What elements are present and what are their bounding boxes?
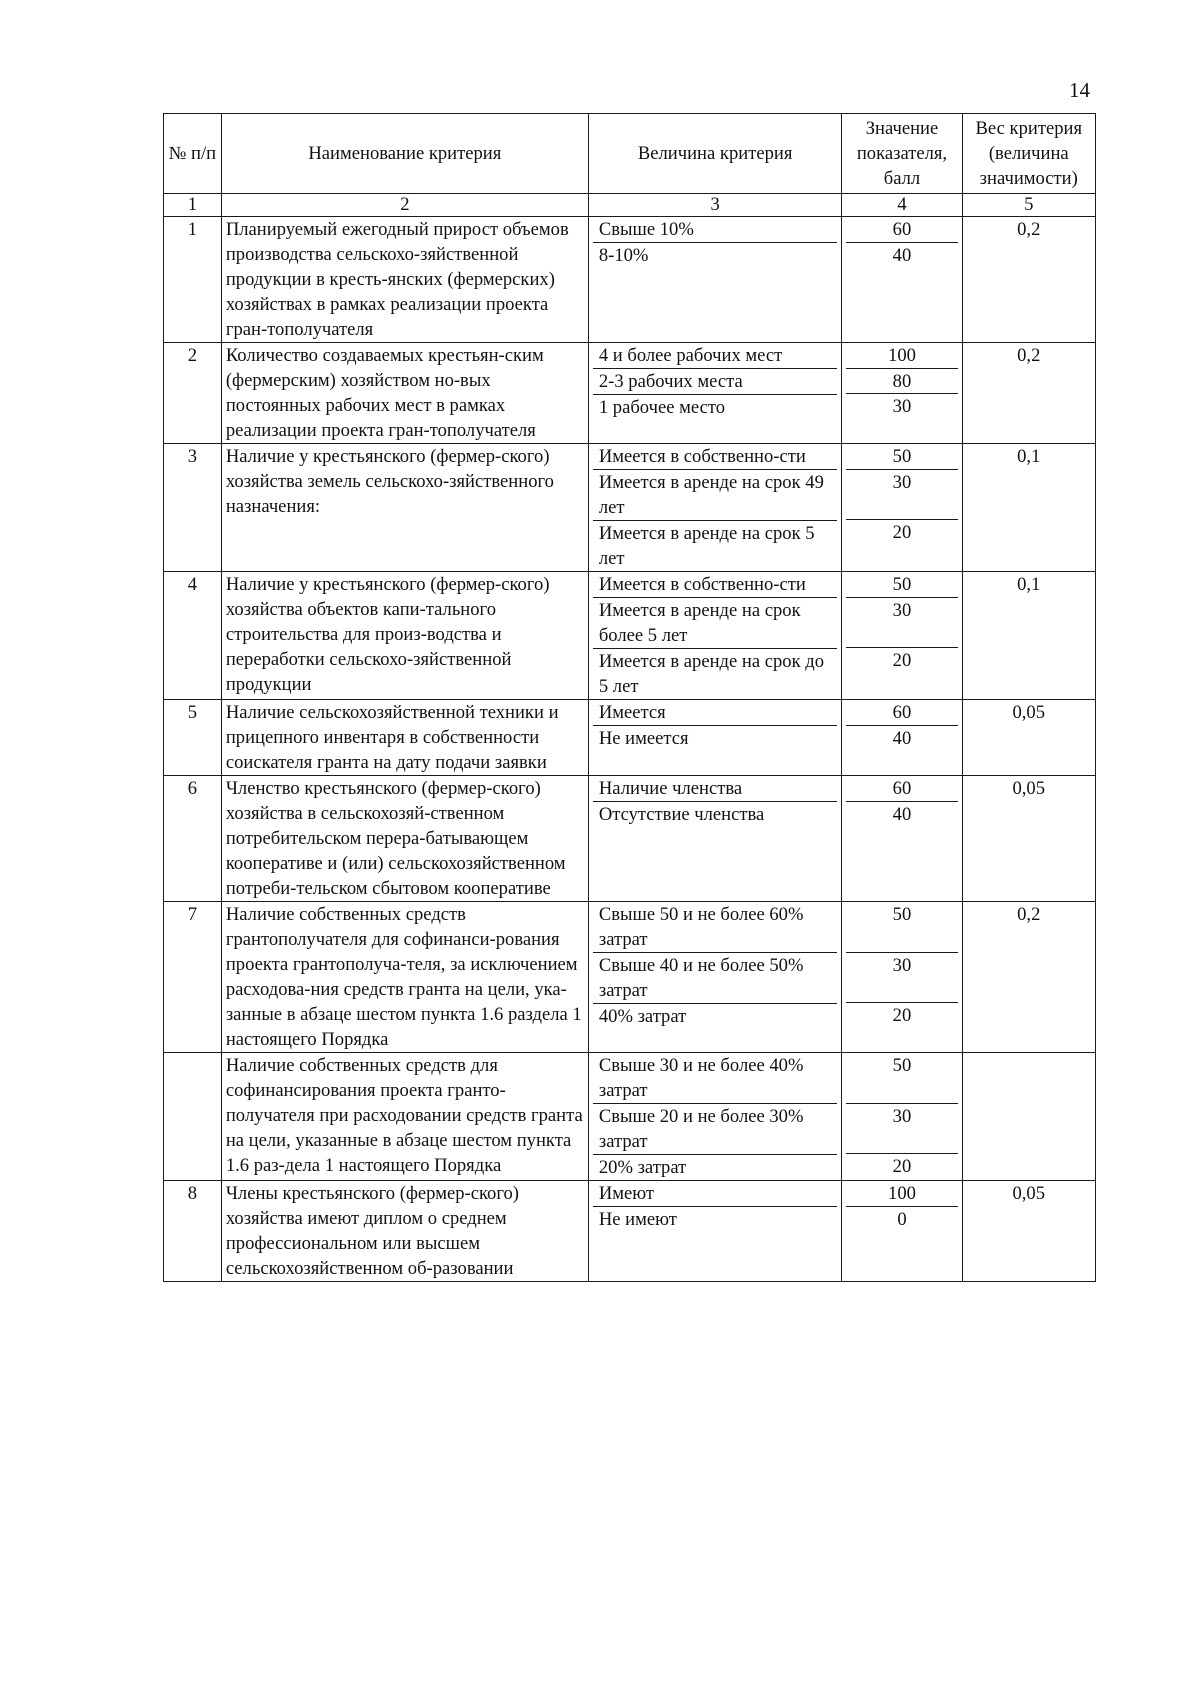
- value-option: [593, 572, 838, 598]
- value-option: [593, 1004, 838, 1029]
- row-number: 4: [164, 572, 222, 700]
- value-option-label: 2-3 рабочих места: [598, 371, 743, 392]
- score-value: 50: [846, 902, 957, 953]
- value-option: [593, 1053, 838, 1104]
- criterion-values: [588, 572, 842, 700]
- value-option-label: Свыше 40 и не более 50% затрат: [598, 955, 804, 1001]
- criterion-name: Наличие у крестьянского (фермер-ского) хозяйства земель сельскохо-зяйственного назначения:: [221, 444, 588, 572]
- header-name: Наименование критерия: [221, 114, 588, 194]
- score-value: 0: [897, 1208, 907, 1230]
- value-option-label: 40% затрат: [598, 1006, 687, 1027]
- criterion-scores: [842, 902, 962, 1053]
- criterion-scores: [842, 1181, 962, 1282]
- value-option-label: Имеют: [598, 1183, 655, 1204]
- value-option: [593, 343, 838, 369]
- score-value: 30: [846, 953, 957, 1004]
- header-num: № п/п: [164, 114, 222, 194]
- criterion-name: Наличие у крестьянского (фермер-ского) хозяйства объектов капи-тального строительства для произ-водства и переработки сельскохо-зяйственной продукции: [221, 572, 588, 700]
- score-value: 20: [892, 650, 912, 672]
- criterion-weight: 0,1: [962, 572, 1095, 700]
- score-value: 60: [846, 700, 957, 726]
- criteria-table: [163, 113, 1096, 1282]
- value-option-label: Не имеется: [598, 728, 689, 749]
- criteria-row: [164, 572, 1096, 700]
- value-option: [593, 1155, 838, 1180]
- value-option-label: Свыше 20 и не более 30% затрат: [598, 1106, 804, 1152]
- score-value: 20: [892, 522, 912, 544]
- value-option: [593, 902, 838, 953]
- score-value: 60: [846, 217, 957, 243]
- value-option: [593, 700, 838, 726]
- criterion-name: Наличие собственных средств для софинансирования проекта гранто-получателя при расходовании средств гранта на цели, указанные в абзаце шестом пункта 1.6 раз-дела 1 настоящего Порядка: [221, 1053, 588, 1181]
- score-value: 50: [846, 572, 957, 598]
- score-value: 30: [846, 1104, 957, 1155]
- score-value: 50: [846, 1053, 957, 1104]
- value-option: [593, 726, 838, 751]
- criterion-name: Количество создаваемых крестьян-ским (фермерским) хозяйством но-вых постоянных рабочих мест в рамках реализации проекта гран-тополучателя: [221, 343, 588, 444]
- criterion-values: [588, 1053, 842, 1181]
- criteria-row: [164, 217, 1096, 343]
- value-option-label: Отсутствие членства: [598, 804, 765, 825]
- criterion-scores: [842, 217, 962, 343]
- column-number-row: [164, 194, 1096, 217]
- value-option-label: 4 и более рабочих мест: [598, 345, 783, 366]
- row-number: 6: [164, 776, 222, 902]
- value-option: [593, 369, 838, 395]
- header-value: Величина критерия: [588, 114, 842, 194]
- criterion-weight: 0,2: [962, 217, 1095, 343]
- value-option-label: Имеется в аренде на срок до 5 лет: [598, 651, 825, 697]
- value-option: [593, 1181, 838, 1207]
- value-option: [593, 217, 838, 243]
- criterion-scores: [842, 1053, 962, 1181]
- criterion-values: [588, 776, 842, 902]
- criterion-name: Членство крестьянского (фермер-ского) хозяйства в сельскохозяй-ственном потребительском перера-батывающем кооперативе и (или) сельскохозяйственном потреби-тельском сбытовом кооперативе: [221, 776, 588, 902]
- criterion-name: Планируемый ежегодный прирост объемов производства сельскохо-зяйственной продукции в кресть-янских (фермерских) хозяйствах в рамках реализации проекта гран-тополучателя: [221, 217, 588, 343]
- value-option: [593, 444, 838, 470]
- criterion-values: [588, 902, 842, 1053]
- criteria-row: [164, 1053, 1096, 1181]
- header-row: [164, 114, 1096, 194]
- criteria-row: [164, 902, 1096, 1053]
- criterion-values: [588, 217, 842, 343]
- value-option-label: Свыше 10%: [598, 219, 694, 240]
- value-option-label: Имеется: [598, 702, 666, 723]
- value-option-label: Не имеют: [598, 1209, 677, 1230]
- value-option: [593, 1104, 838, 1155]
- criterion-weight: 0,1: [962, 444, 1095, 572]
- criterion-scores: [842, 343, 962, 444]
- score-value: 30: [846, 598, 957, 649]
- row-number: 3: [164, 444, 222, 572]
- value-option-label: Наличие членства: [598, 778, 743, 799]
- header-weight: Вес критерия (величина значимости): [962, 114, 1095, 194]
- row-number: 5: [164, 700, 222, 776]
- row-number: 1: [164, 217, 222, 343]
- value-option: [593, 649, 838, 699]
- value-option-label: Имеется в аренде на срок более 5 лет: [598, 600, 801, 646]
- value-option: [593, 521, 838, 571]
- score-value: 100: [846, 1181, 957, 1207]
- value-option-label: Имеется в собственно-сти: [598, 446, 806, 467]
- column-number: 3: [588, 194, 842, 217]
- value-option: [593, 953, 838, 1004]
- criteria-row: [164, 776, 1096, 902]
- score-value: 20: [892, 1156, 912, 1178]
- criterion-weight: [962, 1053, 1095, 1181]
- criterion-name: Члены крестьянского (фермер-ского) хозяйства имеют диплом о среднем профессиональном или высшем сельскохозяйственном об-разовании: [221, 1181, 588, 1282]
- value-option: [593, 395, 838, 420]
- value-option-label: Имеется в аренде на срок 5 лет: [598, 523, 815, 569]
- criterion-scores: [842, 700, 962, 776]
- column-number: 4: [842, 194, 962, 217]
- criterion-values: [588, 343, 842, 444]
- score-value: 100: [846, 343, 957, 369]
- criterion-weight: 0,2: [962, 343, 1095, 444]
- column-number: 5: [962, 194, 1095, 217]
- value-option-label: 8-10%: [598, 245, 649, 266]
- header-score: Значение показателя, балл: [842, 114, 962, 194]
- criterion-weight: 0,05: [962, 700, 1095, 776]
- criteria-row: [164, 343, 1096, 444]
- criterion-weight: 0,05: [962, 776, 1095, 902]
- criterion-weight: 0,2: [962, 902, 1095, 1053]
- score-value: 40: [892, 727, 912, 749]
- criterion-values: [588, 700, 842, 776]
- column-number: 1: [164, 194, 222, 217]
- row-number: 2: [164, 343, 222, 444]
- criterion-values: [588, 444, 842, 572]
- criteria-row: [164, 444, 1096, 572]
- value-option: [593, 776, 838, 802]
- value-option: [593, 243, 838, 268]
- value-option-label: 20% затрат: [598, 1157, 687, 1178]
- criteria-body: [164, 217, 1096, 1282]
- criterion-name: Наличие сельскохозяйственной техники и прицепного инвентаря в собственности соискателя гранта на дату подачи заявки: [221, 700, 588, 776]
- score-value: 30: [846, 470, 957, 521]
- score-value: 40: [892, 803, 912, 825]
- value-option: [593, 598, 838, 649]
- criterion-scores: [842, 776, 962, 902]
- score-value: 40: [892, 244, 912, 266]
- value-option: [593, 470, 838, 521]
- criteria-row: [164, 700, 1096, 776]
- value-option-label: Имеется в аренде на срок 49 лет: [598, 472, 824, 518]
- value-option-label: 1 рабочее место: [598, 397, 726, 418]
- value-option: [593, 802, 838, 827]
- criterion-scores: [842, 444, 962, 572]
- row-number: 8: [164, 1181, 222, 1282]
- row-number: [164, 1053, 222, 1181]
- score-value: 50: [846, 444, 957, 470]
- score-value: 20: [892, 1005, 912, 1027]
- score-value: 30: [892, 396, 912, 418]
- column-number: 2: [221, 194, 588, 217]
- value-option-label: Имеется в собственно-сти: [598, 574, 806, 595]
- criteria-row: [164, 1181, 1096, 1282]
- criterion-values: [588, 1181, 842, 1282]
- score-value: 80: [846, 369, 957, 395]
- criterion-scores: [842, 572, 962, 700]
- row-number: 7: [164, 902, 222, 1053]
- value-option-label: Свыше 30 и не более 40% затрат: [598, 1055, 804, 1101]
- page-number: 14: [1069, 78, 1090, 102]
- criterion-weight: 0,05: [962, 1181, 1095, 1282]
- criterion-name: Наличие собственных средств грантополучателя для софинанси-рования проекта грантополуча-теля, за исключением расходова-ния средств гранта на цели, ука-занные в абзаце шестом пункта 1.6 раздела 1 настоящего Порядка: [221, 902, 588, 1053]
- value-option: [593, 1207, 838, 1232]
- score-value: 60: [846, 776, 957, 802]
- value-option-label: Свыше 50 и не более 60% затрат: [598, 904, 804, 950]
